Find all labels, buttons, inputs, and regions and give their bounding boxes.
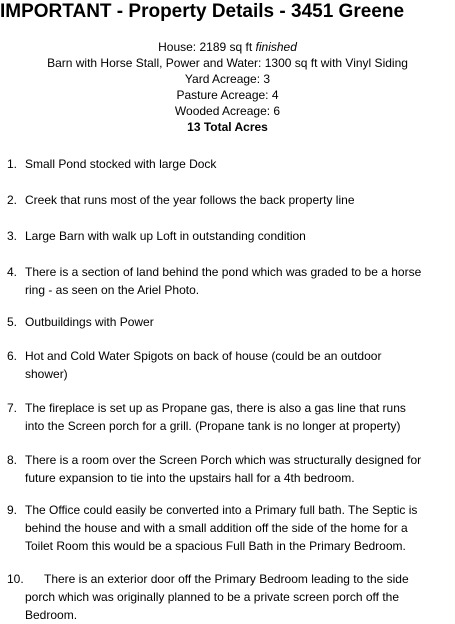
list-item-text	[25, 451, 455, 487]
list-item-number: 6.	[7, 349, 18, 363]
list-item-line: There is an exterior door off the Primary Bedroom leading to the side	[44, 572, 409, 586]
list-item-number: 3.	[7, 229, 18, 243]
list-item-number: 7.	[7, 401, 18, 415]
house-size-emphasis: finished	[255, 40, 297, 54]
list-item-line: There is a section of land behind the pond which was graded to be a horse	[25, 265, 422, 279]
list-item-text	[25, 191, 455, 209]
list-item-line: Toilet Room this would be a spacious Full Bath in the Primary Bedroom.	[25, 539, 406, 553]
list-item-number: 4.	[7, 265, 18, 279]
list-item-line: behind the house and with a small addition off the side of the home for a	[25, 521, 408, 535]
total-acres-line: 13 Total Acres	[187, 120, 268, 134]
property-summary	[0, 39, 455, 135]
list-item-text	[25, 399, 455, 435]
yard-acreage-line: Yard Acreage: 3	[184, 72, 271, 86]
list-item-number: 8.	[7, 453, 18, 467]
list-item-text	[25, 227, 455, 245]
house-size-text: House: 2189 sq ft	[158, 40, 256, 54]
list-item-line: ring - as seen on the Ariel Photo.	[25, 283, 200, 297]
list-item-number: 5.	[7, 315, 18, 329]
list-item-line: Creek that runs most of the year follows the back property line	[25, 193, 355, 207]
list-item-number: 1.	[7, 157, 18, 171]
list-item-text	[25, 263, 455, 299]
house-size-line	[0, 39, 455, 55]
list-item-line: There is a room over the Screen Porch which was structurally designed for	[25, 453, 422, 467]
list-item-line: Large Barn with walk up Loft in outstanding condition	[25, 229, 306, 243]
wooded-acreage-line: Wooded Acreage: 6	[174, 104, 281, 118]
list-item-line: Small Pond stocked with large Dock	[25, 157, 217, 171]
list-item-number: 2.	[7, 193, 18, 207]
list-item-line: Outbuildings with Power	[25, 315, 154, 329]
list-item-line: porch which was originally planned to be a private screen porch off the	[25, 590, 399, 604]
list-item-line: future expansion to tie into the upstairs hall for a 4th bedroom.	[25, 471, 355, 485]
list-item-line: shower)	[25, 367, 68, 381]
list-item-line: Bedroom.	[25, 608, 78, 622]
list-item-number: 10.	[7, 572, 24, 586]
list-item-text	[25, 347, 455, 383]
list-item-text	[25, 313, 455, 331]
list-item-text	[25, 570, 455, 624]
pasture-acreage-line: Pasture Acreage: 4	[176, 88, 279, 102]
list-item-line: Hot and Cold Water Spigots on back of house (could be an outdoor	[25, 349, 382, 363]
barn-line: Barn with Horse Stall, Power and Water: 1300 sq ft with Vinyl Siding	[47, 56, 408, 70]
list-item-number: 9.	[7, 503, 18, 517]
list-item-line: The Office could easily be converted into a Primary full bath. The Septic is	[25, 503, 418, 517]
list-item-line: The fireplace is set up as Propane gas, there is also a gas line that runs	[25, 401, 406, 415]
page-title: IMPORTANT - Property Details - 3451 Greene	[0, 1, 405, 22]
list-item-text	[25, 501, 455, 555]
list-item-line: into the Screen porch for a grill. (Propane tank is no longer at property)	[25, 419, 401, 433]
list-item-text	[25, 155, 455, 173]
